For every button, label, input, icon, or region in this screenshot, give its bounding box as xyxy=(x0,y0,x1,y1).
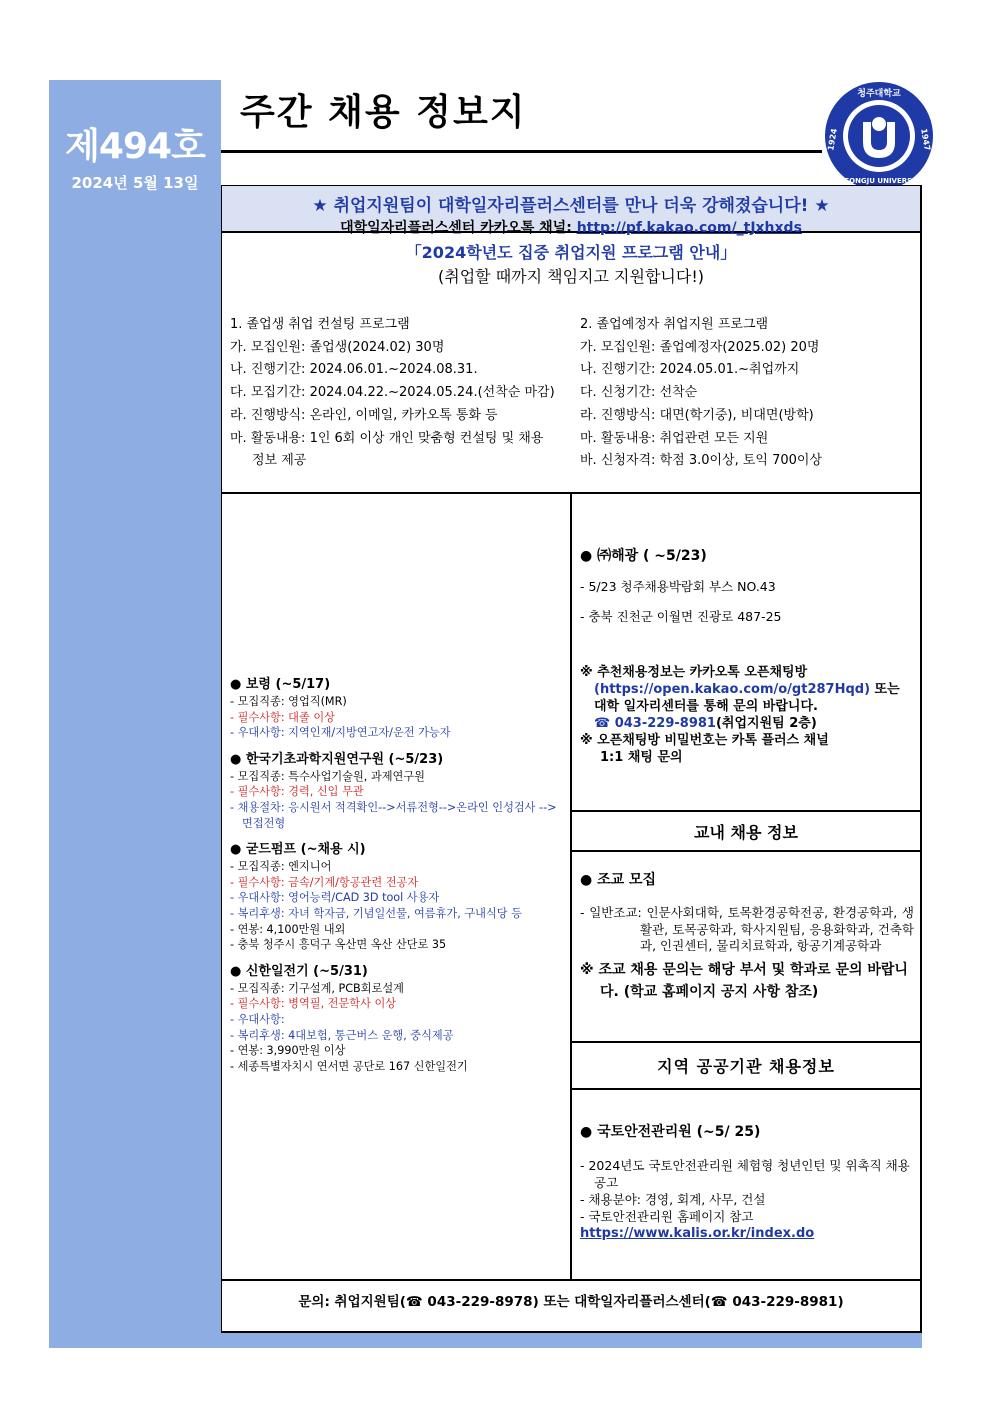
notice-line xyxy=(580,715,914,732)
contact-footer: 문의: 취업지원팀(☎ 043-229-8978) 또는 대학일자리플러스센터(☎ 043-229-8981) xyxy=(298,1294,844,1310)
openchat-link[interactable]: (https://open.kakao.com/o/gt287Hqd) xyxy=(594,682,871,697)
job-detail: - 복리후생: 자녀 학자금, 기념일선물, 여름휴가, 구내식당 등 xyxy=(230,906,522,920)
program-line: 가. 모집인원: 졸업예정자(2025.02) 20명 xyxy=(580,339,820,355)
issue-number: 제494호 xyxy=(65,126,205,167)
divider xyxy=(572,810,920,812)
issue-date: 2024년 5월 13일 xyxy=(71,174,199,192)
job-title: ● 신한일전기 (~5/31) xyxy=(230,963,368,979)
program-title: 「2024학년도 집중 취업지원 프로그램 안내」 xyxy=(405,243,737,262)
banner-channel-label: 대학일자리플러스센터 카카오톡 채널: xyxy=(340,220,577,236)
divider xyxy=(572,1041,920,1043)
notice-line: ※ 추천채용정보는 카카오톡 오픈채팅방 xyxy=(580,665,808,680)
program-line: 다. 신청기간: 선착순 xyxy=(580,385,698,401)
program-line: 정보 제공 xyxy=(252,453,307,469)
job-detail: - 필수사항: 경력, 신입 무관 xyxy=(230,785,364,799)
divider xyxy=(222,1279,920,1281)
program-line: 나. 진행기간: 2024.06.01.~2024.08.31. xyxy=(230,362,478,378)
job-detail: - 연봉: 4,100만원 내외 xyxy=(230,922,346,936)
job-listings xyxy=(230,676,566,1074)
job-detail: - 세종특별자치시 연서면 공단로 167 신한일전기 xyxy=(230,1059,468,1073)
job-title: ● 국토안전관리원 (~5/ 25) xyxy=(580,1124,761,1140)
job-detail: - 모집직종: 영업직(MR) xyxy=(230,695,347,708)
job-detail: - 2024년도 국토안전관리원 체험형 청년인턴 및 위촉직 채용 공고 xyxy=(580,1158,910,1190)
job-detail: - 채용분야: 경영, 회계, 사무, 건설 xyxy=(580,1192,766,1207)
banner-channel xyxy=(222,217,920,237)
title-underline xyxy=(221,150,822,153)
divider xyxy=(572,850,920,852)
banner-headline: ★ 취업지원팀이 대학일자리플러스센터를 만나 더욱 강해졌습니다! ★ xyxy=(312,196,830,216)
job-title: ● 한국기초과학지원연구원 (~5/23) xyxy=(230,751,444,767)
job-detail: - 국토안전관리원 홈페이지 참고 xyxy=(580,1209,754,1224)
program-line: 2. 졸업예정자 취업지원 프로그램 xyxy=(580,317,769,332)
job-detail: - 우대사항: xyxy=(230,1012,285,1026)
job-title: ● ㈜해광 ( ~5/23) xyxy=(580,548,707,564)
job-detail: - 충북 청주시 흥덕구 옥산면 옥산 산단로 35 xyxy=(230,938,447,952)
notice-line: 대학 일자리센터를 통해 문의 바랍니다. xyxy=(594,699,818,714)
kakao-banner xyxy=(222,186,920,236)
bottom-band xyxy=(221,1333,922,1348)
job-detail: - 일반조교: 인문사회대학, 토목환경공학전공, 환경공학과, 생활관, 토목공학과, 학사지원팀, 응용화학과, 건축학과, 인권센터, 물리치료학과, 항공기계공학과 xyxy=(580,905,914,953)
job-title: ● 조교 모집 xyxy=(580,872,657,888)
svg-text:1924: 1924 xyxy=(826,127,839,152)
divider xyxy=(570,492,572,1280)
job-title: ● 보령 (~5/17) xyxy=(230,677,331,692)
program-line: 마. 활동내용: 1인 6회 이상 개인 맞춤형 컨설팅 및 채용 xyxy=(230,430,544,446)
prospective-graduate-program xyxy=(580,314,910,473)
program-line: 나. 진행기간: 2024.05.01.~취업까지 xyxy=(580,362,800,378)
notice-line: 1:1 채팅 문의 xyxy=(600,750,683,765)
public-section-title: 지역 공공기관 채용정보 xyxy=(657,1057,835,1076)
job-detail: - 필수사항: 병역필, 전문학사 이상 xyxy=(230,997,397,1011)
svg-text:청주대학교: 청주대학교 xyxy=(857,89,901,99)
job-detail: - 채용절차: 응시원서 적격확인-->서류전형-->온라인 인성검사 -->면접전형 xyxy=(230,800,557,830)
notice-text: (취업지원팀 2층) xyxy=(715,716,817,731)
phone-number: ☎ 043-229-8981 xyxy=(594,716,716,731)
job-detail: - 모집직종: 특수사업기술원, 과제연구원 xyxy=(230,769,425,783)
svg-text:CHEONGJU UNIVERSITY: CHEONGJU UNIVERSITY xyxy=(833,177,925,185)
campus-section-title: 교내 채용 정보 xyxy=(694,823,798,842)
job-detail: - 복리후생: 4대보험, 통근버스 운행, 중식제공 xyxy=(230,1028,454,1042)
graduate-program xyxy=(230,314,570,473)
sidebar xyxy=(49,80,221,1348)
page-title: 주간 채용 정보지 xyxy=(240,92,527,133)
job-title: ● 굳드펌프 (~채용 시) xyxy=(230,842,366,858)
program-subtitle: (취업할 때까지 책임지고 지원합니다!) xyxy=(438,267,704,286)
notice-text: 또는 xyxy=(870,682,900,697)
job-detail: - 모집직종: 엔지니어 xyxy=(230,860,332,874)
program-line: 1. 졸업생 취업 컨설팅 프로그램 xyxy=(230,317,410,332)
notice-line xyxy=(580,681,914,698)
svg-text:1947: 1947 xyxy=(919,127,932,152)
job-detail: - 우대사항: 영어능력/CAD 3D tool 사용자 xyxy=(230,891,440,905)
job-detail: - 우대사항: 지역인재/지방연고자/운전 가능자 xyxy=(230,726,451,740)
assistant-recruit xyxy=(580,869,914,1003)
job-detail: - 필수사항: 대졸 이상 xyxy=(230,710,335,724)
program-line: 다. 모집기간: 2024.04.22.~2024.05.24.(선착순 마감) xyxy=(230,385,555,401)
kakao-channel-link[interactable]: http://pf.kakao.com/_tJxhxds xyxy=(576,220,802,236)
job-detail: - 5/23 청주채용박람회 부스 NO.43 xyxy=(580,579,776,594)
program-line: 라. 진행방식: 대면(학기중), 비대면(방학) xyxy=(580,407,814,423)
openchat-notice xyxy=(580,664,914,766)
program-line: 마. 활동내용: 취업관련 모든 지원 xyxy=(580,430,769,446)
program-line: 바. 신청자격: 학점 3.0이상, 토익 700이상 xyxy=(580,453,823,469)
job-detail: - 모집직종: 기구설계, PCB회로설계 xyxy=(230,981,404,995)
kalis-link[interactable]: https://www.kalis.or.kr/index.do xyxy=(580,1226,815,1241)
job-detail: - 필수사항: 금속/기계/항공관련 전공자 xyxy=(230,875,419,889)
program-line: 가. 모집인원: 졸업생(2024.02) 30명 xyxy=(230,339,445,355)
university-seal-icon xyxy=(823,80,935,192)
job-detail: - 연봉: 3,990만원 이상 xyxy=(230,1044,346,1058)
haekwang-listing xyxy=(580,545,914,625)
notice-line: ※ 오픈채팅방 비밀번호는 카톡 플러스 채널 xyxy=(580,733,829,748)
kalis-listing xyxy=(580,1124,914,1242)
job-detail: - 충북 진천군 이월면 진광로 487-25 xyxy=(580,609,782,624)
divider xyxy=(572,1088,920,1090)
campus-note: ※ 조교 채용 문의는 해당 부서 및 학과로 문의 바랍니다. (학교 홈페이지 공지 사항 참조) xyxy=(580,961,908,1000)
program-line: 라. 진행방식: 온라인, 이메일, 카카오톡 통화 등 xyxy=(230,407,498,423)
